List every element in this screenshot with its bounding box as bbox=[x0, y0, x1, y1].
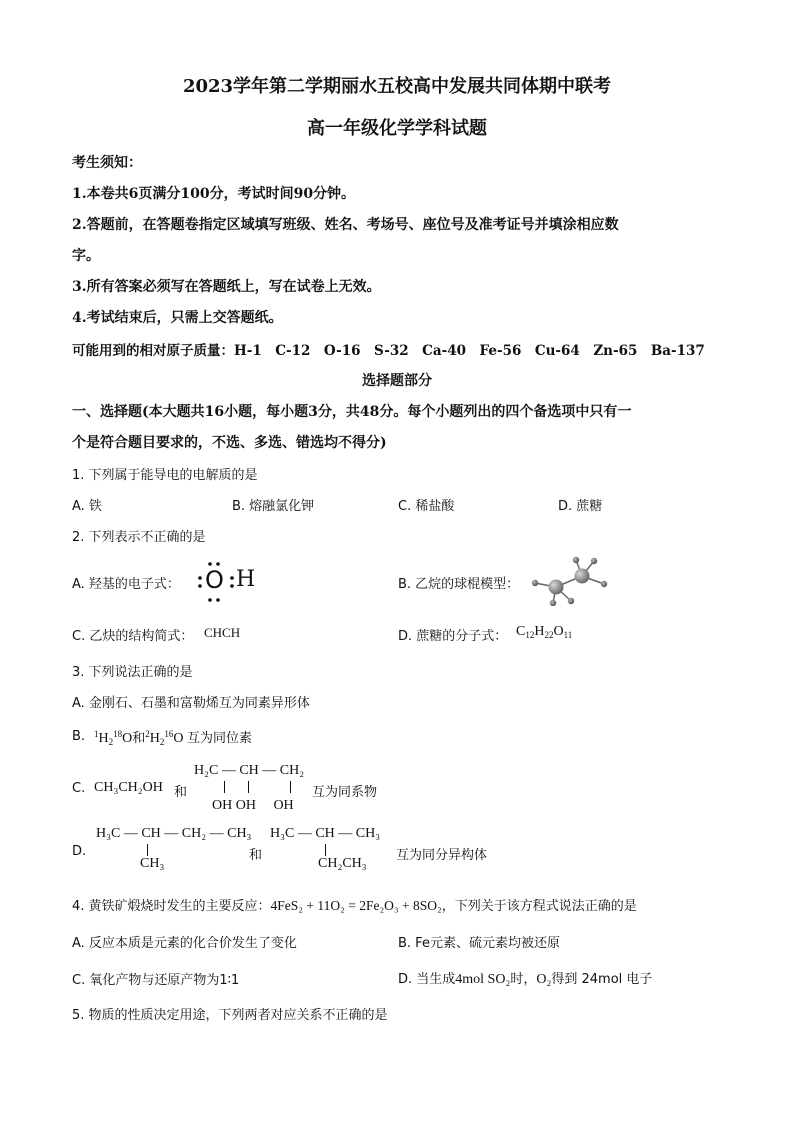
sucrose-h-count: 22 bbox=[544, 630, 554, 640]
o16-mass: 16 bbox=[164, 729, 174, 739]
h2-mass: 2 bbox=[145, 729, 150, 739]
sucrose-o-count: 11 bbox=[563, 630, 573, 640]
methylbutane-ethyl: CH₂CH₃ bbox=[318, 856, 367, 871]
q2-option-a-label: A. 羟基的电子式： bbox=[72, 577, 180, 592]
q4-option-c: C. 氧化产物与还原产物为1∶1 bbox=[72, 973, 240, 988]
notice-item-2: 2.答题前，在答题卷指定区域填写班级、姓名、考场号、座位号及准考证号并填涂相应数 bbox=[72, 217, 619, 233]
lone-pair-dots bbox=[196, 560, 240, 606]
q4-option-d-qty: 4mol SO₂ bbox=[455, 972, 511, 987]
notice-heading: 考生须知： bbox=[72, 155, 142, 171]
h1-symbol: H bbox=[98, 731, 109, 746]
section-desc-1: 一、选择题(本大题共16小题，每小题3分，共48分。每个小题列出的四个备选项中只有一 bbox=[72, 404, 632, 420]
isopentane-chain: H₃C — CH — CH₂ — CH₃ bbox=[96, 826, 252, 841]
sucrose-c: C bbox=[516, 624, 526, 639]
q3-option-b-isotopes bbox=[94, 727, 252, 747]
q1-option-a: A. 铁 bbox=[72, 499, 102, 514]
atomic-masses: 可能用到的相对原子质量：H-1 C-12 O-16 S-32 Ca-40 Fe-56 Cu-64 Zn-65 Ba-137 bbox=[72, 343, 705, 359]
sucrose-c-count: 12 bbox=[525, 630, 535, 640]
q2-stem: 2. 下列表示不正确的是 bbox=[72, 530, 206, 545]
oxygen-symbol: O bbox=[205, 566, 224, 594]
glycerol-hydroxyls: OH OH OH bbox=[212, 798, 294, 813]
glycerol-bond-2 bbox=[248, 781, 249, 793]
q3-option-b-prefix: B. bbox=[72, 729, 86, 744]
h2-count: 2 bbox=[159, 737, 165, 747]
q4-stem bbox=[72, 895, 637, 914]
q4-equation: 4FeS₂ + 11O₂ = 2Fe₂O₃ + 8SO₂ bbox=[270, 898, 442, 913]
q3-option-c-prefix: C. bbox=[72, 781, 86, 796]
q2-option-c-formula: CHCH bbox=[204, 625, 241, 640]
o16-symbol: O bbox=[173, 731, 184, 746]
q3-option-a: A. 金刚石、石墨和富勒烯互为同素异形体 bbox=[72, 696, 310, 711]
q4-stem-post: ，下列关于该方程式说法正确的是 bbox=[441, 899, 637, 914]
notice-item-3: 3.所有答案必须写在答题纸上，写在试卷上无效。 bbox=[72, 279, 381, 295]
q4-option-d-o2: O₂ bbox=[536, 972, 552, 987]
exam-title: 2023学年第二学期丽水五校高中发展共同体期中联考 bbox=[182, 76, 612, 97]
h1-mass: 1 bbox=[94, 729, 99, 739]
q1-stem: 1. 下列属于能导电的电解质的是 bbox=[72, 468, 258, 483]
q2-option-b-label: B. 乙烷的球棍模型： bbox=[398, 577, 520, 592]
q4-option-a: A. 反应本质是元素的化合价发生了变化 bbox=[72, 936, 297, 951]
sucrose-o: O bbox=[553, 624, 564, 639]
q3-option-d-suffix: 互为同分异构体 bbox=[396, 848, 488, 863]
glycerol-bond-3 bbox=[290, 781, 291, 793]
notice-item-1: 1.本卷共6页满分100分，考试时间90分钟。 bbox=[72, 186, 356, 202]
q5-stem: 5. 物质的性质决定用途，下列两者对应关系不正确的是 bbox=[72, 1008, 388, 1023]
q3-option-d-prefix: D. bbox=[72, 844, 87, 859]
h2-symbol: H bbox=[149, 731, 160, 746]
q3-option-c-and: 和 bbox=[174, 785, 188, 800]
q2-option-c-label: C. 乙炔的结构简式： bbox=[72, 629, 194, 644]
q1-option-b: B. 熔融氯化钾 bbox=[232, 499, 315, 514]
q4-option-d-pre: D. 当生成 bbox=[398, 972, 456, 987]
ethanol-formula: CH₃CH₂OH bbox=[94, 780, 163, 795]
q2-option-d-label: D. 蔗糖的分子式： bbox=[398, 629, 508, 644]
notice-item-2-cont: 字。 bbox=[72, 248, 100, 264]
o18-mass: 18 bbox=[113, 729, 123, 739]
sucrose-formula bbox=[516, 624, 572, 640]
q4-option-d bbox=[398, 968, 652, 988]
notice-item-4: 4.考试结束后，只需上交答题纸。 bbox=[72, 310, 283, 326]
q4-option-d-post: 得到 24mol 电子 bbox=[551, 972, 653, 987]
isotope-and: 和 bbox=[132, 731, 146, 746]
q4-stem-pre: 4. 黄铁矿煅烧时发生的主要反应： bbox=[72, 899, 271, 914]
sucrose-h: H bbox=[534, 624, 545, 639]
q1-option-c: C. 稀盐酸 bbox=[398, 499, 455, 514]
methylbutane-branch-bond bbox=[325, 844, 326, 856]
glycerol-backbone: H₂C — CH — CH₂ bbox=[194, 763, 305, 778]
ethane-ball-stick-model bbox=[528, 556, 608, 606]
exam-subtitle: 高一年级化学学科试题 bbox=[307, 118, 487, 139]
q3-option-d-and: 和 bbox=[249, 848, 263, 863]
hydrogen-symbol: H bbox=[236, 567, 256, 592]
h1-count: 2 bbox=[108, 737, 114, 747]
isopentane-branch-bond bbox=[147, 844, 148, 856]
glycerol-bond-1 bbox=[224, 781, 225, 793]
q4-option-d-mid: 时， bbox=[510, 972, 537, 987]
q1-option-d: D. 蔗糖 bbox=[558, 499, 603, 514]
q4-option-b: B. Fe元素、硫元素均被还原 bbox=[398, 936, 560, 951]
q3-option-c-suffix: 互为同系物 bbox=[312, 785, 378, 800]
o18-symbol: O bbox=[122, 731, 133, 746]
q3-option-b-suffix: 互为同位素 bbox=[187, 731, 253, 746]
q3-stem: 3. 下列说法正确的是 bbox=[72, 665, 193, 680]
section-title: 选择题部分 bbox=[362, 373, 432, 389]
isopentane-methyl: CH₃ bbox=[140, 856, 165, 871]
section-desc-2: 个是符合题目要求的，不选、多选、错选均不得分) bbox=[72, 435, 387, 451]
methylbutane-chain: H₃C — CH — CH₃ bbox=[270, 826, 381, 841]
